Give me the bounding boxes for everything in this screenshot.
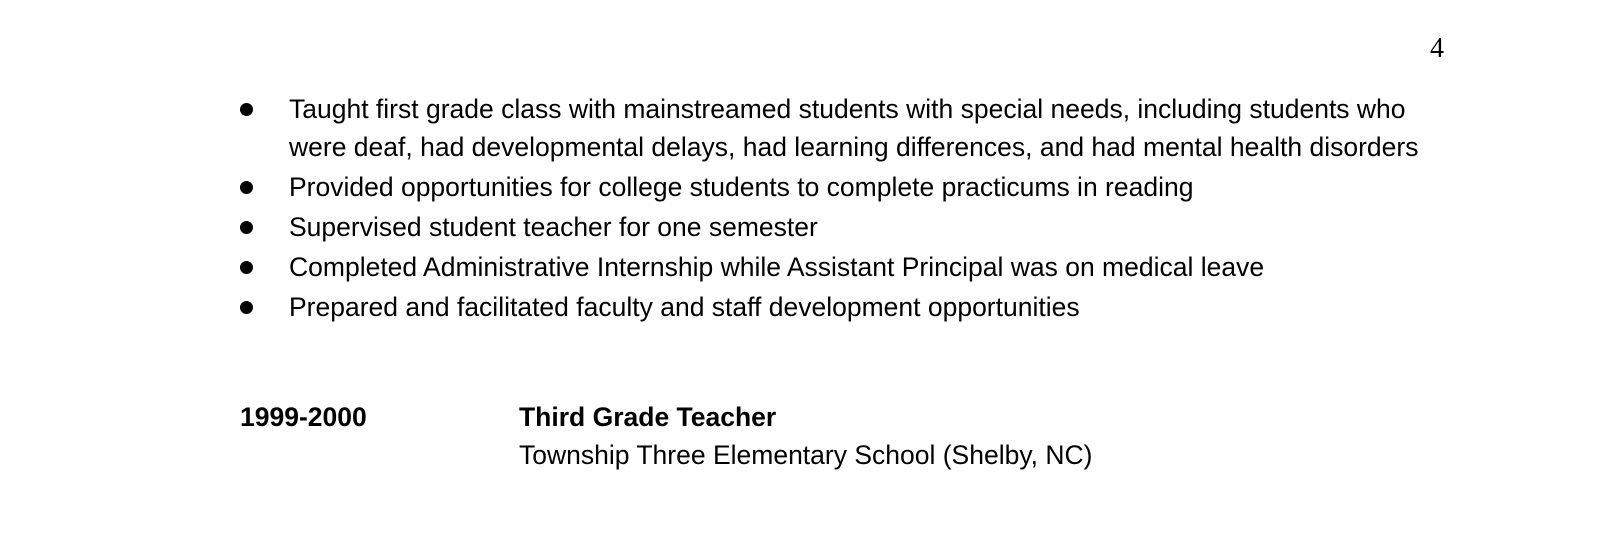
- list-item: [240, 248, 1470, 286]
- bullet-text: Provided opportunities for college students to complete practicums in reading: [289, 172, 1194, 202]
- entry-years: 1999-2000: [240, 402, 367, 432]
- entry-job-title: Third Grade Teacher: [519, 402, 777, 432]
- bullet-icon: [240, 103, 253, 116]
- page-number: 4: [1430, 33, 1444, 64]
- entry-school-name: Township Three Elementary School (Shelby, NC): [519, 440, 1093, 470]
- bullet-text: Taught first grade class with mainstreamed students with special needs, including students who were deaf, had developmental delays, had learning differences, and had mental health disorders: [289, 94, 1419, 162]
- list-item: [240, 208, 1470, 246]
- experience-bullet-list: [240, 90, 1470, 328]
- bullet-text: Completed Administrative Internship while Assistant Principal was on medical leave: [289, 252, 1265, 282]
- bullet-icon: [240, 181, 253, 194]
- list-item: [240, 168, 1470, 206]
- list-item: [240, 288, 1470, 326]
- bullet-text: Supervised student teacher for one semester: [289, 212, 818, 242]
- bullet-text: Prepared and facilitated faculty and staff development opportunities: [289, 292, 1080, 322]
- list-item: [240, 90, 1470, 166]
- bullet-icon: [240, 221, 253, 234]
- bullet-icon: [240, 301, 253, 314]
- bullet-icon: [240, 261, 253, 274]
